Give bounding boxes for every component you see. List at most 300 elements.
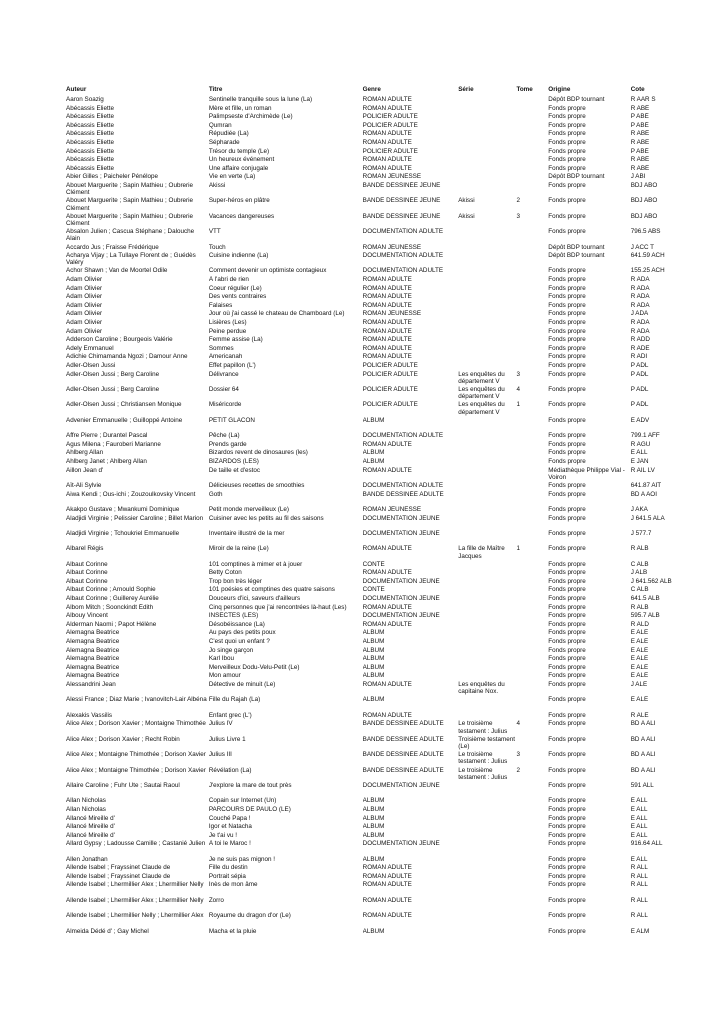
cell-auteur: Allen Jonathan bbox=[66, 855, 108, 863]
cell-origine: Fonds propre bbox=[548, 505, 586, 513]
cell-auteur: Almeida Dédé d' ; Gay Michel bbox=[66, 927, 149, 935]
table-row bbox=[66, 712, 678, 721]
cell-auteur: Alessandrini Jean bbox=[66, 681, 116, 688]
cell-titre: Délivrance bbox=[208, 370, 239, 378]
cell-genre: ROMAN ADULTE bbox=[362, 301, 412, 309]
cell-cote: E ALE bbox=[630, 629, 649, 637]
cell-auteur: Allan Nicholas bbox=[66, 797, 106, 805]
cell-tome bbox=[516, 267, 548, 276]
cell-serie bbox=[458, 806, 516, 815]
cell-cote: 641.59 ACH bbox=[630, 252, 665, 260]
cell-origine: Fonds propre bbox=[548, 855, 586, 863]
cell-serie bbox=[458, 491, 516, 506]
cell-serie bbox=[458, 782, 516, 797]
cell-titre: Mon amour bbox=[208, 672, 241, 680]
cell-cote: E ALL bbox=[630, 814, 648, 822]
cell-serie bbox=[458, 912, 516, 927]
cell-auteur: Aladjidi Virginie ; Pelissier Caroline ; Billet Marion bbox=[66, 514, 204, 522]
cell-serie bbox=[458, 139, 516, 148]
cell-cote: E ALM bbox=[630, 927, 650, 935]
cell-cote: J ACC T bbox=[630, 243, 655, 251]
table-row bbox=[66, 139, 678, 148]
table-row bbox=[66, 864, 678, 873]
cell-titre: Je ne suis pas mignon ! bbox=[208, 855, 275, 863]
cell-cote: E ALL bbox=[630, 823, 648, 831]
cell-serie bbox=[458, 712, 516, 721]
header-titre: Titre bbox=[208, 86, 223, 93]
cell-serie bbox=[458, 856, 516, 865]
cell-titre: Des vents contraires bbox=[208, 293, 267, 301]
cell-auteur: Alderman Naomi ; Papot Hélène bbox=[66, 620, 157, 628]
table-row bbox=[66, 696, 678, 711]
cell-genre: ALBUM bbox=[362, 696, 385, 704]
cell-auteur: Alemagna Beatrice bbox=[66, 663, 120, 671]
table-row bbox=[66, 96, 678, 105]
cell-tome bbox=[516, 467, 548, 482]
cell-genre: ROMAN ADULTE bbox=[362, 896, 412, 904]
cell-cote: 641.87 AÏT bbox=[630, 481, 662, 489]
cell-tome bbox=[516, 672, 548, 681]
cell-titre: Détective de minuit (Le) bbox=[208, 681, 276, 688]
cell-tome bbox=[516, 441, 548, 450]
cell-serie bbox=[458, 353, 516, 362]
cell-genre: ROMAN ADULTE bbox=[362, 164, 412, 172]
table-row bbox=[66, 621, 678, 630]
cell-genre: ROMAN ADULTE bbox=[362, 569, 412, 577]
cell-titre: Délicieuses recettes de smoothies bbox=[208, 481, 305, 489]
cell-titre: Portrait sépia bbox=[208, 872, 246, 880]
table-row bbox=[66, 449, 678, 458]
cell-auteur: Alemagna Beatrice bbox=[66, 629, 120, 637]
cell-genre: ALBUM bbox=[362, 416, 385, 424]
cell-origine: Fonds propre bbox=[548, 440, 586, 448]
cell-origine: Dépôt BDP tournant bbox=[548, 252, 605, 260]
cell-cote: BDJ ABO bbox=[630, 212, 658, 220]
cell-serie bbox=[458, 96, 516, 105]
cell-titre: Lisières (Les) bbox=[208, 319, 247, 327]
table-row bbox=[66, 586, 678, 595]
cell-tome bbox=[516, 336, 548, 345]
cell-genre: ROMAN ADULTE bbox=[362, 96, 412, 103]
cell-tome: 3 bbox=[516, 370, 520, 378]
cell-genre: ALBUM bbox=[362, 663, 385, 671]
cell-auteur: Aaron Soazig bbox=[66, 96, 104, 103]
cell-serie bbox=[458, 228, 516, 243]
cell-serie bbox=[458, 122, 516, 131]
table-row bbox=[66, 638, 678, 647]
cell-genre: BANDE DESSINÉE ADULTE bbox=[362, 735, 444, 743]
cell-serie bbox=[458, 561, 516, 570]
cell-genre: ALBUM bbox=[362, 814, 385, 822]
cell-auteur: Abécassis Eliette bbox=[66, 104, 114, 112]
cell-titre: Douceurs d'ici, saveurs d'ailleurs bbox=[208, 595, 301, 603]
cell-tome bbox=[516, 328, 548, 337]
cell-tome bbox=[516, 148, 548, 157]
cell-tome bbox=[516, 873, 548, 882]
cell-auteur: Aillon Jean d' bbox=[66, 466, 104, 474]
cell-genre: CONTE bbox=[362, 560, 385, 568]
cell-origine: Fonds propre bbox=[548, 577, 586, 585]
table-row bbox=[66, 736, 678, 751]
catalog-table bbox=[66, 86, 678, 936]
cell-tome bbox=[516, 302, 548, 311]
cell-titre: Sommes bbox=[208, 344, 234, 352]
cell-genre: ALBUM bbox=[362, 449, 385, 457]
cell-serie bbox=[458, 165, 516, 174]
cell-auteur: Adler-Olsen Jussi ; Berg Caroline bbox=[66, 370, 160, 378]
table-row bbox=[66, 655, 678, 664]
cell-genre: DOCUMENTATION JEUNE bbox=[362, 612, 440, 620]
cell-auteur: Affre Pierre ; Durantel Pascal bbox=[66, 432, 148, 440]
cell-tome bbox=[516, 840, 548, 855]
cell-origine: Fonds propre bbox=[548, 766, 586, 774]
cell-cote: P ABÉ bbox=[630, 121, 649, 129]
cell-tome: 2 bbox=[516, 766, 520, 774]
cell-tome: 3 bbox=[516, 212, 520, 220]
table-row bbox=[66, 912, 678, 927]
cell-auteur: Aït-Ali Sylvie bbox=[66, 481, 102, 489]
cell-cote: E ALE bbox=[630, 655, 649, 663]
cell-origine: Fonds propre bbox=[548, 545, 586, 553]
cell-titre: Jour où j'ai cassé le chateau de Chamboard (Le) bbox=[208, 310, 345, 318]
cell-cote: R AAR S bbox=[630, 96, 656, 103]
table-row bbox=[66, 873, 678, 882]
cell-titre: Révélation (La) bbox=[208, 766, 252, 774]
cell-tome bbox=[516, 586, 548, 595]
cell-auteur: Albaut Corinne ; Guillerey Aurélie bbox=[66, 595, 159, 603]
cell-titre: Jo singe garçon bbox=[208, 646, 254, 654]
cell-origine: Fonds propre bbox=[548, 267, 586, 275]
cell-tome bbox=[516, 736, 548, 751]
cell-tome bbox=[516, 595, 548, 604]
cell-origine: Fonds propre bbox=[548, 301, 586, 309]
cell-tome bbox=[516, 629, 548, 638]
cell-auteur: Abouet Marguerite ; Sapin Mathieu ; Oubrerie Clément bbox=[66, 212, 194, 227]
cell-serie bbox=[458, 595, 516, 604]
cell-serie bbox=[458, 173, 516, 182]
cell-genre: ALBUM bbox=[362, 927, 385, 935]
table-row bbox=[66, 165, 678, 174]
table-row bbox=[66, 345, 678, 354]
cell-genre: ROMAN ADULTE bbox=[362, 319, 412, 327]
cell-titre: Trésor du temple (Le) bbox=[208, 147, 270, 155]
cell-serie bbox=[458, 441, 516, 450]
table-row bbox=[66, 458, 678, 467]
cell-serie bbox=[458, 864, 516, 873]
cell-tome bbox=[516, 621, 548, 630]
cell-origine: Fonds propre bbox=[548, 569, 586, 577]
cell-titre: Vacances dangereuses bbox=[208, 212, 275, 220]
cell-tome bbox=[516, 655, 548, 664]
cell-origine: Fonds propre bbox=[548, 164, 586, 172]
table-row bbox=[66, 595, 678, 604]
cell-genre: ALBUM bbox=[362, 855, 385, 863]
cell-tome bbox=[516, 638, 548, 647]
cell-origine: Fonds propre bbox=[548, 603, 586, 611]
cell-titre: Répudiée (La) bbox=[208, 130, 249, 138]
table-row bbox=[66, 545, 678, 560]
cell-origine: Fonds propre bbox=[548, 276, 586, 284]
cell-serie bbox=[458, 897, 516, 912]
table-row bbox=[66, 122, 678, 131]
cell-genre: ALBUM bbox=[362, 655, 385, 663]
table-row bbox=[66, 386, 678, 401]
cell-origine: Fonds propre bbox=[548, 156, 586, 164]
table-row bbox=[66, 815, 678, 824]
cell-tome bbox=[516, 482, 548, 491]
table-row bbox=[66, 156, 678, 165]
cell-genre: BANDE DESSINÉE JEUNE bbox=[362, 197, 441, 205]
cell-serie bbox=[458, 293, 516, 302]
cell-titre: Cuisiner avec les petits au fil des saisons bbox=[208, 514, 324, 522]
cell-origine: Fonds propre bbox=[548, 284, 586, 292]
cell-serie: Le troisième testament : Julius bbox=[458, 766, 508, 781]
cell-titre: Une affaire conjugale bbox=[208, 164, 269, 172]
cell-serie bbox=[458, 647, 516, 656]
cell-serie bbox=[458, 621, 516, 630]
cell-serie bbox=[458, 458, 516, 467]
cell-serie bbox=[458, 696, 516, 711]
cell-origine: Fonds propre bbox=[548, 121, 586, 129]
cell-cote: BD A ALI bbox=[630, 766, 656, 774]
cell-cote: E ALL bbox=[630, 449, 648, 457]
cell-auteur: Alemagna Beatrice bbox=[66, 638, 120, 646]
cell-titre: Pêche (La) bbox=[208, 432, 240, 440]
cell-auteur: Abouet Marguerite ; Sapin Mathieu ; Oubrerie Clément bbox=[66, 197, 194, 212]
cell-origine: Fonds propre bbox=[548, 147, 586, 155]
cell-origine: Fonds propre bbox=[548, 386, 586, 393]
table-row bbox=[66, 832, 678, 841]
cell-origine: Fonds propre bbox=[548, 696, 586, 704]
cell-serie bbox=[458, 797, 516, 806]
cell-auteur: Alice Alex ; Dorison Xavier ; Recht Robin bbox=[66, 735, 180, 743]
header-auteur: Auteur bbox=[66, 86, 87, 93]
cell-cote: BD A AOI bbox=[630, 490, 657, 498]
cell-serie bbox=[458, 113, 516, 122]
cell-genre: ALBUM bbox=[362, 629, 385, 637]
table-row bbox=[66, 823, 678, 832]
cell-serie bbox=[458, 578, 516, 587]
cell-tome bbox=[516, 293, 548, 302]
cell-serie: Le troisième testament : Julius bbox=[458, 720, 508, 735]
cell-tome bbox=[516, 228, 548, 243]
cell-cote: R AGU bbox=[630, 440, 651, 448]
cell-tome bbox=[516, 681, 548, 696]
cell-titre: VTT bbox=[208, 228, 221, 236]
table-row bbox=[66, 856, 678, 865]
cell-titre: Un heureux événement bbox=[208, 156, 275, 164]
cell-auteur: Akakpo Gustave ; Mwankumi Dominique bbox=[66, 505, 180, 513]
cell-titre: Comment devenir un optimiste contagieux bbox=[208, 267, 327, 275]
table-row bbox=[66, 767, 678, 782]
cell-auteur: Albaut Corinne bbox=[66, 569, 108, 577]
cell-cote: E ALL bbox=[630, 805, 648, 813]
cell-cote: R ALL bbox=[630, 912, 648, 920]
cell-genre: ROMAN JEUNESSE bbox=[362, 505, 422, 513]
cell-titre: Au pays des petits poux bbox=[208, 629, 276, 637]
cell-serie bbox=[458, 840, 516, 855]
cell-auteur: Abécassis Eliette bbox=[66, 130, 114, 138]
cell-titre: Dossier 64 bbox=[208, 386, 239, 393]
table-row bbox=[66, 672, 678, 681]
cell-tome bbox=[516, 806, 548, 815]
cell-auteur: Albaut Corinne ; Arnould Sophie bbox=[66, 586, 156, 594]
cell-titre: Je t'ai vu ! bbox=[208, 831, 237, 839]
cell-cote: R ALD bbox=[630, 620, 649, 628]
table-row bbox=[66, 105, 678, 114]
cell-genre: BANDE DESSINÉE ADULTE bbox=[362, 766, 444, 774]
table-row bbox=[66, 751, 678, 766]
cell-titre: Enfant grec (L') bbox=[208, 711, 252, 719]
cell-titre: Copain sur Internet (Un) bbox=[208, 797, 277, 805]
cell-origine: Dépôt BDP tournant bbox=[548, 96, 605, 103]
cell-genre: ALBUM bbox=[362, 831, 385, 839]
cell-cote: BD A ALI bbox=[630, 735, 656, 743]
cell-tome bbox=[516, 96, 548, 105]
cell-origine: Fonds propre bbox=[548, 912, 586, 920]
cell-serie bbox=[458, 148, 516, 157]
cell-cote: R ABÉ bbox=[630, 130, 650, 138]
cell-origine: Fonds propre bbox=[548, 449, 586, 457]
cell-origine: Fonds propre bbox=[548, 720, 586, 728]
cell-titre: Akissi bbox=[208, 181, 226, 189]
cell-serie bbox=[458, 515, 516, 530]
cell-cote: R ALL bbox=[630, 864, 648, 872]
cell-origine: Dépôt BDP tournant bbox=[548, 173, 605, 181]
cell-genre: ALBUM bbox=[362, 457, 385, 465]
table-row bbox=[66, 515, 678, 530]
table-row bbox=[66, 530, 678, 545]
cell-origine: Fonds propre bbox=[548, 896, 586, 904]
cell-origine: Fonds propre bbox=[548, 181, 586, 189]
cell-serie bbox=[458, 467, 516, 482]
cell-tome bbox=[516, 139, 548, 148]
table-row bbox=[66, 319, 678, 328]
cell-origine: Fonds propre bbox=[548, 416, 586, 424]
cell-genre: ROMAN ADULTE bbox=[362, 440, 412, 448]
cell-tome bbox=[516, 362, 548, 371]
cell-origine: Fonds propre bbox=[548, 138, 586, 146]
cell-origine: Fonds propre bbox=[548, 805, 586, 813]
cell-origine: Fonds propre bbox=[548, 481, 586, 489]
table-row bbox=[66, 228, 678, 243]
cell-tome bbox=[516, 696, 548, 711]
cell-origine: Fonds propre bbox=[548, 432, 586, 440]
cell-titre: Americanah bbox=[208, 353, 243, 361]
cell-cote: P ABÉ bbox=[630, 147, 649, 155]
cell-auteur: Absalon Julien ; Cascua Stéphane ; Dalouche Alain bbox=[66, 228, 195, 243]
cell-auteur: Adam Olivier bbox=[66, 276, 103, 284]
cell-serie bbox=[458, 310, 516, 319]
cell-origine: Fonds propre bbox=[548, 620, 586, 628]
cell-tome: 1 bbox=[516, 401, 520, 409]
cell-genre: ALBUM bbox=[362, 646, 385, 654]
cell-tome bbox=[516, 105, 548, 114]
cell-titre: 101 poésies et comptines des quatre saisons bbox=[208, 586, 335, 594]
cell-origine: Fonds propre bbox=[548, 336, 586, 344]
cell-serie bbox=[458, 345, 516, 354]
cell-origine: Fonds propre bbox=[548, 735, 586, 743]
cell-serie bbox=[458, 319, 516, 328]
header-tome: Tome bbox=[516, 86, 533, 93]
table-row bbox=[66, 482, 678, 491]
cell-genre: ROMAN ADULTE bbox=[362, 156, 412, 164]
table-row bbox=[66, 401, 678, 416]
cell-genre: DOCUMENTATION ADULTE bbox=[362, 267, 444, 275]
cell-cote: BD A ALI bbox=[630, 751, 656, 759]
cell-origine: Fonds propre bbox=[548, 228, 586, 236]
cell-titre: Merveilleux Dodu-Velu-Petit (Le) bbox=[208, 663, 300, 671]
cell-genre: ROMAN JEUNESSE bbox=[362, 243, 422, 251]
cell-auteur: Abécassis Eliette bbox=[66, 164, 114, 172]
cell-genre: ROMAN ADULTE bbox=[362, 276, 412, 284]
cell-auteur: Ahlberg Janet ; Ahlberg Allan bbox=[66, 457, 147, 465]
cell-origine: Fonds propre bbox=[548, 310, 586, 318]
cell-cote: R ADA bbox=[630, 301, 650, 309]
cell-tome bbox=[516, 515, 548, 530]
cell-auteur: Albaut Corinne bbox=[66, 560, 108, 568]
cell-cote: J 577.7 bbox=[630, 529, 652, 537]
cell-tome bbox=[516, 569, 548, 578]
cell-genre: ROMAN ADULTE bbox=[362, 336, 412, 344]
cell-tome bbox=[516, 815, 548, 824]
cell-cote: C ALB bbox=[630, 586, 649, 594]
table-row bbox=[66, 353, 678, 362]
cell-titre: Effet papillon (L') bbox=[208, 362, 256, 370]
cell-titre: Trop bon très léger bbox=[208, 577, 262, 585]
cell-cote: R ADA bbox=[630, 276, 650, 284]
cell-titre: Vie en verte (La) bbox=[208, 173, 256, 181]
cell-serie bbox=[458, 244, 516, 253]
cell-genre: POLICIER ADULTE bbox=[362, 401, 418, 409]
cell-origine: Fonds propre bbox=[548, 797, 586, 805]
table-row bbox=[66, 182, 678, 197]
cell-cote: R ALE bbox=[630, 711, 649, 719]
cell-origine: Fonds propre bbox=[548, 457, 586, 465]
cell-cote: R ALB bbox=[630, 603, 649, 611]
cell-serie bbox=[458, 252, 516, 267]
cell-auteur: Allende Isabel ; Frayssinet Claude de bbox=[66, 872, 171, 880]
cell-cote: J 641.562 ALB bbox=[630, 577, 672, 585]
cell-tome: 4 bbox=[516, 720, 520, 728]
cell-genre: ROMAN ADULTE bbox=[362, 912, 412, 920]
cell-tome bbox=[516, 797, 548, 806]
cell-titre: Royaume du dragon d'or (Le) bbox=[208, 912, 291, 920]
table-row bbox=[66, 897, 678, 912]
cell-titre: Petit monde merveilleux (Le) bbox=[208, 505, 289, 513]
cell-serie: Troisième testament (Le) bbox=[458, 735, 516, 750]
cell-cote: J 641.5 ALA bbox=[630, 514, 665, 522]
table-row bbox=[66, 371, 678, 386]
table-row bbox=[66, 806, 678, 815]
cell-tome bbox=[516, 458, 548, 467]
cell-genre: ROMAN JEUNESSE bbox=[362, 173, 422, 181]
cell-auteur: Ahlberg Allan bbox=[66, 449, 104, 457]
cell-titre: Super-héros en plâtre bbox=[208, 197, 270, 205]
cell-cote: J ALB bbox=[630, 569, 648, 577]
cell-titre: Igor et Natacha bbox=[208, 823, 252, 831]
table-row bbox=[66, 720, 678, 735]
cell-serie: Les enquêtes du capitaine Nox. bbox=[458, 681, 505, 696]
header-genre: Genre bbox=[362, 86, 381, 93]
cell-tome bbox=[516, 310, 548, 319]
cell-cote: P ADL bbox=[630, 401, 649, 409]
table-row bbox=[66, 782, 678, 797]
cell-genre: DOCUMENTATION ADULTE bbox=[362, 252, 444, 260]
cell-serie bbox=[458, 449, 516, 458]
cell-tome: 4 bbox=[516, 386, 520, 393]
cell-genre: DOCUMENTATION ADULTE bbox=[362, 432, 444, 440]
